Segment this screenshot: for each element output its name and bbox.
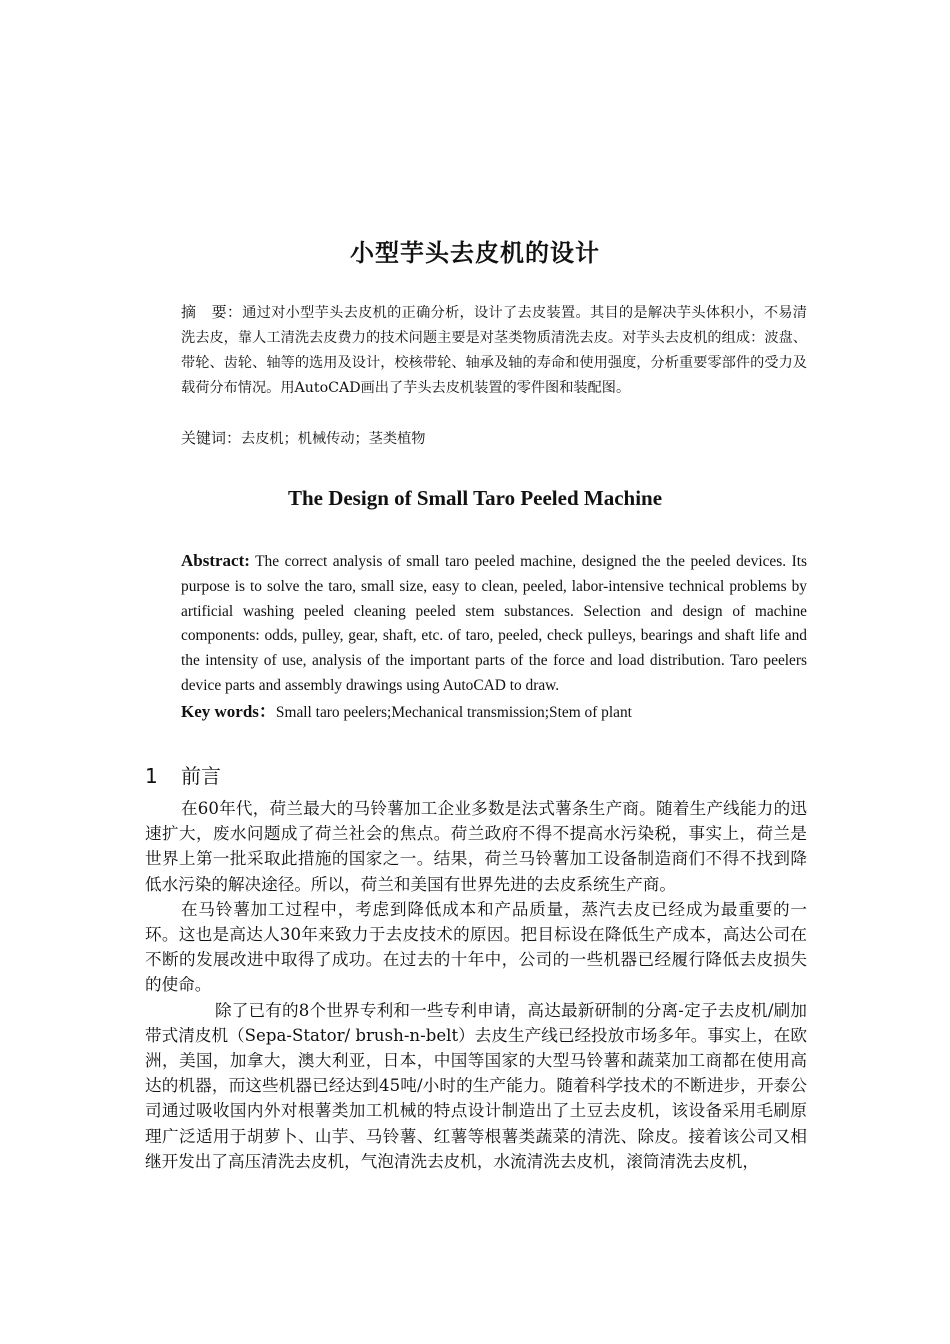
english-abstract-label: Abstract: <box>181 551 250 570</box>
chinese-keywords-text: 去皮机；机械传动；茎类植物 <box>241 431 426 447</box>
english-abstract <box>145 549 807 699</box>
chinese-abstract <box>145 300 807 401</box>
english-title: The Design of Small Taro Peeled Machine <box>287 486 663 510</box>
chinese-keywords-label: 关键词： <box>181 429 242 447</box>
chinese-keywords <box>145 426 807 452</box>
english-keywords-label: Key words： <box>181 702 276 721</box>
chinese-abstract-label: 摘 要： <box>181 303 243 321</box>
chinese-title: 小型芋头去皮机的设计 <box>350 239 600 267</box>
chinese-abstract-text: 通过对小型芋头去皮机的正确分析，设计了去皮装置。其目的是解决芋头体积小，不易清洗去皮，靠人工清洗去皮费力的技术问题主要是对茎类物质清洗去皮。对芋头去皮机的组成：波盘、带轮、齿轮、轴等的选用及设计，校核带轮、轴承及轴的寿命和使用强度，分析重要零部件的受力及载荷分布情况。用AutoCAD画出了芋头去皮机装置的零件图和装配图。 <box>181 305 807 396</box>
paragraph: 在马铃薯加工过程中，考虑到降低成本和产品质量，蒸汽去皮已经成为最重要的一环。这也是高达人30年来致力于去皮技术的原因。把目标设在降低生产成本，高达公司在不断的发展改进中取得了成功。在过去的十年中，公司的一些机器已经履行降低去皮损失的使命。 <box>145 899 807 995</box>
section-title: 前言 <box>181 764 221 788</box>
english-keywords <box>145 700 807 725</box>
english-abstract-text: The correct analysis of small taro peeled machine, designed the the peeled devices. Its purpose is to solve the taro, small size, easy to clean, peeled, labor-intensive technical problems by artificial washing peeled cleaning peeled stem substances. Selection and design of machine components: odds, pulley, gear, shaft, etc. of taro, peeled, check pulleys, bearings and shaft life and the intensity of use, analysis of the important parts of the force and load distribution. Taro peelers device parts and assembly drawings using AutoCAD to draw. <box>181 553 807 694</box>
paragraph: 除了已有的8个世界专利和一些专利申请，高达最新研制的分离-定子去皮机/刷加带式清皮机（Sepa-Stator/ brush-n-belt）去皮生产线已经投放市场多年。事实上，在欧洲，美国，加拿大，澳大利亚，日本，中国等国家的大型马铃薯和蔬菜加工商都在使用高达的机器，而这些机器已经达到45吨/小时的生产能力。随着科学技术的不断进步，开泰公司通过吸收国内外对根薯类加工机械的特点设计制造出了土豆去皮机，该设备采用毛刷原理广泛适用于胡萝卜、山芋、马铃薯、红薯等根薯类蔬菜的清洗、除皮。接着该公司又相继开发出了高压清洗去皮机，气泡清洗去皮机，水流清洗去皮机，滚筒清洗去皮机， <box>145 1000 807 1171</box>
section-heading <box>145 760 221 789</box>
english-keywords-text: Small taro peelers;Mechanical transmission;Stem of plant <box>275 704 632 721</box>
paragraph: 在60年代，荷兰最大的马铃薯加工企业多数是法式薯条生产商。随着生产线能力的迅速扩大，废水问题成了荷兰社会的焦点。荷兰政府不得不提高水污染税，事实上，荷兰是世界上第一批采取此措施的国家之一。结果，荷兰马铃薯加工设备制造商们不得不找到降低水污染的解决途径。所以，荷兰和美国有世界先进的去皮系统生产商。 <box>145 799 807 894</box>
section-number: 1 <box>145 764 158 788</box>
body-text <box>145 796 807 1174</box>
